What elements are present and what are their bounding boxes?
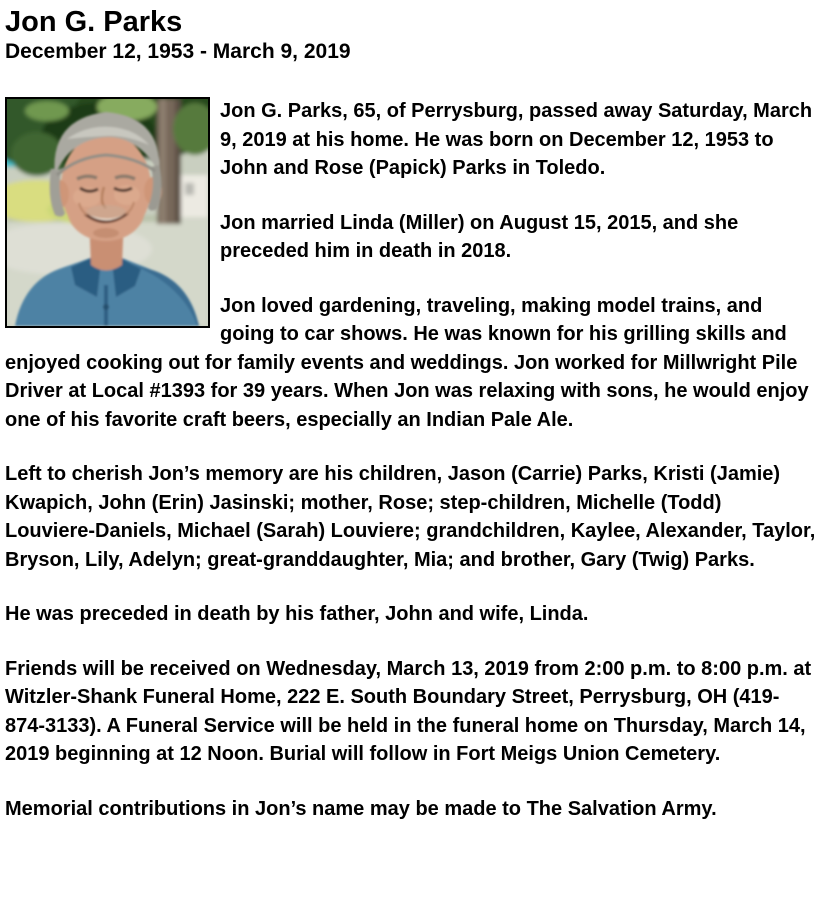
obituary-paragraph: Friends will be received on Wednesday, March 13, 2019 from 2:00 p.m. to 8:00 p.m. at Witzler-Shank Funeral Home, 222 E. South Boundary Street, Perrysburg, OH (419-874-3133). A Funeral Service will be held in the funeral home on Thursday, March 14, 2019 beginning at 12 Noon. Burial will follow in Fort Meigs Union Cemetery.	[5, 657, 812, 765]
life-dates: December 12, 1953 - March 9, 2019	[5, 40, 351, 63]
obituary-paragraph: Jon loved gardening, traveling, making model trains, and going to car shows. He was known for his grilling skills and enjoyed cooking out for family events and weddings. Jon worked for Millwright Pile Driver at Local #1393 for 39 years. When Jon was relaxing with sons, he would enjoy one of his favorite craft beers, especially an Indian Pale Ale.	[5, 294, 809, 431]
obituary-paragraph: Memorial contributions in Jon’s name may be made to The Salvation Army.	[5, 797, 717, 820]
obituary-paragraph: Jon married Linda (Miller) on August 15, 2015, and she preceded him in death in 2018.	[220, 211, 739, 262]
page-title: Jon G. Parks	[5, 6, 183, 38]
portrait-photo	[5, 97, 210, 328]
obituary-paragraph: Left to cherish Jon’s memory are his children, Jason (Carrie) Parks, Kristi (Jamie) Kwapich, John (Erin) Jasinski; mother, Rose; step-children, Michelle (Todd) Louviere-Daniels, Michael (Sarah) Louviere; grandchildren, Kaylee, Alexander, Taylor, Bryson, Lily, Adelyn; great-granddaughter, Mia; and brother, Gary (Twig) Parks.	[5, 463, 816, 571]
obituary-paragraph: He was preceded in death by his father, John and wife, Linda.	[5, 603, 589, 625]
obituary-paragraph: Jon G. Parks, 65, of Perrysburg, passed away Saturday, March 9, 2019 at his home. He was born on December 12, 1953 to John and Rose (Papick) Parks in Toledo.	[220, 100, 813, 179]
portrait-photo-image	[7, 99, 208, 326]
